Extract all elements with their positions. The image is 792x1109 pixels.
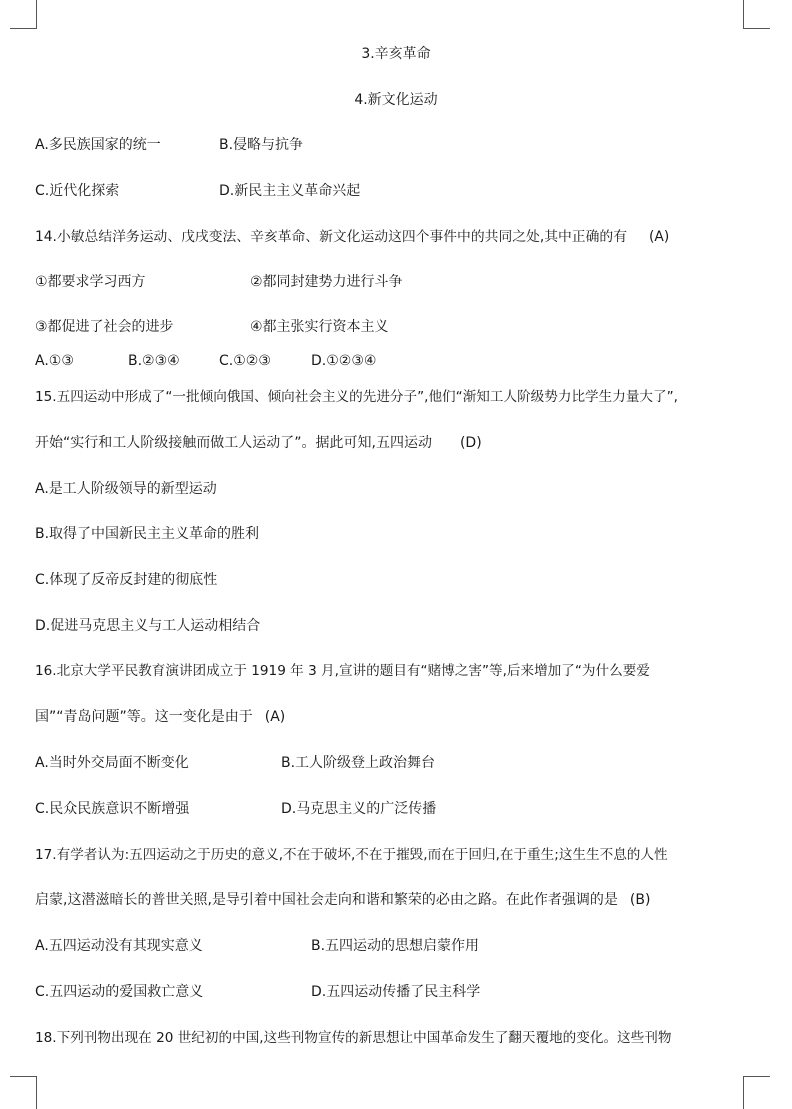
crop-mark-top-right xyxy=(743,0,770,29)
statement-4: ④都主张实行资本主义 xyxy=(250,319,389,335)
question-15-line-1: 15.五四运动中形成了“一批倾向俄国、倾向社会主义的先进分子”,他们“渐知工人阶级势力比学生力量大了”, xyxy=(35,389,678,405)
option-13-a: A.多民族国家的统一 xyxy=(35,137,161,153)
question-15-text: 开始“实行和工人阶级接触而做工人运动了”。据此可知,五四运动 xyxy=(35,435,432,451)
question-16-text: 国”“青岛问题”等。这一变化是由于 xyxy=(35,709,253,725)
option-15-d: D.促进马克思主义与工人运动相结合 xyxy=(35,618,261,634)
option-17-c: C.五四运动的爱国救亡意义 xyxy=(35,984,204,1000)
question-17-line-2 xyxy=(35,891,650,909)
crop-mark-bottom-right xyxy=(743,1076,770,1109)
question-14-answer: (A) xyxy=(649,229,670,245)
question-17-line-1: 17.有学者认为:五四运动之于历史的意义,不在于破坏,不在于摧毁,而在于回归,在于重生;这生生不息的人性 xyxy=(35,847,668,863)
option-16-a: A.当时外交局面不断变化 xyxy=(35,755,189,771)
option-13-b: B.侵略与抗争 xyxy=(219,137,304,153)
option-15-b: B.取得了中国新民主主义革命的胜利 xyxy=(35,526,260,542)
statement-1: ①都要求学习西方 xyxy=(35,274,146,290)
question-14 xyxy=(35,228,669,246)
option-17-b: B.五四运动的思想启蒙作用 xyxy=(311,938,480,954)
option-15-a: A.是工人阶级领导的新型运动 xyxy=(35,481,217,497)
option-15-c: C.体现了反帝反封建的彻底性 xyxy=(35,572,218,588)
heading-item-3: 3.辛亥革命 xyxy=(361,46,431,62)
option-17-d: D.五四运动传播了民主科学 xyxy=(311,984,481,1000)
question-15-line-2 xyxy=(35,434,482,452)
question-18-line-1: 18.下列刊物出现在 20 世纪初的中国,这些刊物宣传的新思想让中国革命发生了翻天覆地的变化。这些刊物 xyxy=(35,1030,672,1046)
question-15-answer: (D) xyxy=(459,435,482,451)
option-17-a: A.五四运动没有其现实意义 xyxy=(35,938,203,954)
heading-item-4: 4.新文化运动 xyxy=(354,92,438,108)
crop-mark-bottom-left xyxy=(10,1076,37,1109)
question-16-answer: (A) xyxy=(264,709,286,725)
question-14-text: 14.小敏总结洋务运动、戊戌变法、辛亥革命、新文化运动这四个事件中的共同之处,其中正确的有 xyxy=(35,229,627,245)
question-17-text: 启蒙,这潜滋暗长的普世关照,是导引着中国社会走向和谐和繁荣的必由之路。在此作者强调的是 xyxy=(35,892,618,908)
option-16-d: D.马克思主义的广泛传播 xyxy=(281,801,437,817)
crop-mark-top-left xyxy=(10,0,37,29)
statement-3: ③都促进了社会的进步 xyxy=(35,319,174,335)
statement-2: ②都同封建势力进行斗争 xyxy=(250,274,403,290)
option-14-b: B.②③④ xyxy=(128,353,180,369)
question-17-answer: (B) xyxy=(629,892,651,908)
option-14-d: D.①②③④ xyxy=(311,353,377,369)
option-16-c: C.民众民族意识不断增强 xyxy=(35,801,190,817)
question-16-line-2 xyxy=(35,708,285,726)
option-13-c: C.近代化探索 xyxy=(35,183,120,199)
option-14-c: C.①②③ xyxy=(219,353,271,369)
option-13-d: D.新民主主义革命兴起 xyxy=(219,183,361,199)
question-16-line-1: 16.北京大学平民教育演讲团成立于 1919 年 3 月,宣讲的题目有“赌博之害”等,后来增加了“为什么要爱 xyxy=(35,663,650,679)
option-16-b: B.工人阶级登上政治舞台 xyxy=(281,755,436,771)
option-14-a: A.①③ xyxy=(35,353,74,369)
